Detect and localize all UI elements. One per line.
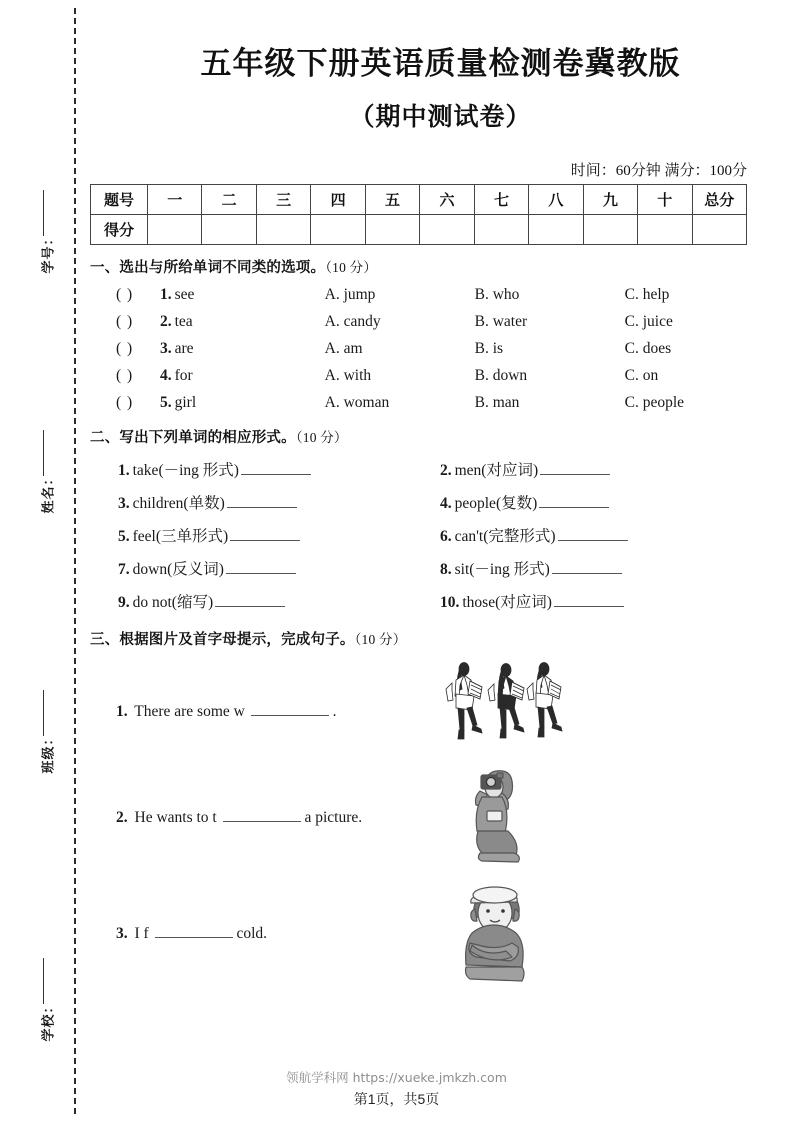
answer-blank[interactable]: [155, 925, 233, 938]
option-a[interactable]: A. woman: [324, 394, 390, 411]
option-b[interactable]: B. who: [474, 286, 520, 303]
question-text: those(对应词): [462, 594, 552, 611]
picture-sentence-2: [116, 809, 362, 827]
answer-blank[interactable]: [227, 495, 297, 508]
score-cell-6[interactable]: [420, 215, 474, 245]
list-item: [118, 524, 763, 546]
list-item: [116, 340, 793, 358]
question-number: 7.: [118, 561, 130, 578]
score-table-col-5: 五: [365, 185, 419, 215]
tear-off-dashed-line: [74, 8, 76, 1114]
section-3-points: （10 分）: [354, 632, 407, 647]
option-c[interactable]: C. help: [624, 286, 670, 303]
score-table-row-label-head: 题号: [91, 185, 148, 215]
question-text: can't(完整形式): [454, 528, 556, 545]
score-cell-4[interactable]: [311, 215, 365, 245]
question-text: sit(－ing 形式): [454, 561, 550, 578]
question-stem: for: [174, 367, 193, 384]
answer-blank[interactable]: [223, 809, 301, 822]
exam-meta-line: 时间：60分钟 满分：100分: [570, 163, 747, 179]
option-a[interactable]: A. candy: [324, 313, 381, 330]
question-number: 1.: [118, 462, 130, 479]
score-table-col-10: 十: [638, 185, 692, 215]
list-item: [116, 367, 793, 385]
answer-blank[interactable]: [539, 495, 609, 508]
question-number: 2.: [160, 313, 172, 330]
answer-blank[interactable]: [230, 528, 300, 541]
score-table-col-6: 六: [420, 185, 474, 215]
question-text: do not(缩写): [132, 594, 214, 611]
sentence-after-blank: .: [332, 703, 337, 720]
picture-taking-photo: [450, 767, 542, 876]
option-c[interactable]: C. people: [624, 394, 685, 411]
margin-label-school: 学校：: [40, 999, 56, 1042]
question-number: 3.: [160, 340, 172, 357]
section-1-title-text: 一、选出与所给单词不同类的选项。: [90, 260, 326, 276]
question-text: down(反义词): [132, 561, 224, 578]
list-item: [116, 394, 793, 412]
picture-sentence-3: [116, 925, 267, 943]
fill-blank-item-1: [118, 458, 440, 480]
question-stem: tea: [174, 313, 193, 330]
answer-blank[interactable]: [554, 594, 624, 607]
page-subtitle: （期中测试卷）: [349, 103, 532, 131]
question-text: take(－ing 形式): [132, 462, 239, 479]
question-number: 5.: [160, 394, 172, 411]
question-text: feel(三单形式): [132, 528, 229, 545]
list-item: [118, 557, 763, 579]
page-number: 第1页，共5页: [353, 1091, 440, 1107]
answer-blank[interactable]: [241, 462, 311, 475]
option-b[interactable]: B. water: [474, 313, 528, 330]
fill-blank-item-6: [440, 524, 762, 546]
score-cell-1[interactable]: [148, 215, 202, 245]
person-taking-photo-icon: [450, 767, 542, 871]
list-item: [118, 458, 763, 480]
score-cell-9[interactable]: [583, 215, 637, 245]
section-1-points: （10 分）: [325, 260, 378, 275]
option-b[interactable]: B. is: [474, 340, 504, 357]
question-stem: are: [174, 340, 194, 357]
list-item: [88, 881, 793, 985]
fill-blank-item-10: [440, 590, 762, 612]
option-a[interactable]: A. with: [324, 367, 372, 384]
question-number: 4.: [160, 367, 172, 384]
answer-bracket[interactable]: ( ): [116, 340, 134, 357]
score-table-col-3: 三: [256, 185, 310, 215]
answer-blank[interactable]: [226, 561, 296, 574]
question-number: 5.: [118, 528, 130, 545]
question-number: 2.: [116, 809, 128, 826]
question-stem: see: [174, 286, 195, 303]
score-table-col-7: 七: [474, 185, 528, 215]
site-watermark: 领航学科网 https://xueke.jmkzh.com: [286, 1070, 507, 1085]
score-table-col-8: 八: [529, 185, 583, 215]
score-table-col-9: 九: [583, 185, 637, 215]
question-number: 1.: [116, 703, 128, 720]
score-cell-3[interactable]: [256, 215, 310, 245]
question-number: 2.: [440, 462, 452, 479]
section-1-heading: [90, 256, 793, 277]
score-cell-total[interactable]: [692, 215, 746, 245]
option-c[interactable]: C. does: [624, 340, 672, 357]
fill-blank-item-2: [440, 458, 762, 480]
picture-sentence-1: [116, 703, 336, 721]
question-stem: girl: [174, 394, 197, 411]
question-number: 8.: [440, 561, 452, 578]
sentence-after-blank: a picture.: [304, 809, 363, 826]
question-number: 1.: [160, 286, 172, 303]
score-cell-7[interactable]: [474, 215, 528, 245]
table-row-scores: [91, 215, 747, 245]
fill-blank-item-4: [440, 491, 762, 513]
list-item: [88, 655, 793, 759]
answer-bracket[interactable]: ( ): [116, 286, 134, 303]
score-table-col-1: 一: [148, 185, 202, 215]
option-b[interactable]: B. down: [474, 367, 528, 384]
fill-blank-item-3: [118, 491, 440, 513]
section-2-title-text: 二、写出下列单词的相应形式。: [90, 430, 296, 446]
margin-label-class: 班级：: [40, 731, 56, 774]
question-number: 3.: [116, 925, 128, 942]
answer-bracket[interactable]: ( ): [116, 367, 134, 384]
table-row-header: [91, 185, 747, 215]
question-text: people(复数): [454, 495, 538, 512]
picture-three-women: [434, 659, 564, 764]
picture-feeling-cold: [450, 883, 542, 988]
three-women-walking-icon: [434, 659, 564, 759]
answer-blank[interactable]: [552, 561, 622, 574]
score-table-col-4: 四: [311, 185, 365, 215]
section-3-heading: [90, 628, 793, 649]
option-a[interactable]: A. am: [324, 340, 363, 357]
answer-blank[interactable]: [215, 594, 285, 607]
question-number: 9.: [118, 594, 130, 611]
score-cell-8[interactable]: [529, 215, 583, 245]
score-cell-10[interactable]: [638, 215, 692, 245]
score-table-row-label-score: 得分: [91, 215, 148, 245]
answer-blank[interactable]: [540, 462, 610, 475]
answer-blank[interactable]: [558, 528, 628, 541]
option-b[interactable]: B. man: [474, 394, 520, 411]
sentence-before-blank: He wants to t: [134, 809, 217, 826]
list-item: [118, 491, 763, 513]
question-text: children(单数): [132, 495, 225, 512]
fill-blank-item-5: [118, 524, 440, 546]
option-a[interactable]: A. jump: [324, 286, 376, 303]
score-cell-2[interactable]: [202, 215, 256, 245]
question-number: 10.: [440, 594, 460, 611]
fill-blank-item-9: [118, 590, 440, 612]
question-text: men(对应词): [454, 462, 539, 479]
sentence-before-blank: I f: [134, 925, 149, 942]
exam-sheet: [88, 0, 793, 1122]
list-item: [116, 313, 793, 331]
section-3-title-text: 三、根据图片及首字母提示，完成句子。: [90, 632, 355, 648]
option-c[interactable]: C. juice: [624, 313, 673, 330]
person-feeling-cold-icon: [450, 883, 542, 983]
question-number: 3.: [118, 495, 130, 512]
left-margin-rail: [0, 0, 88, 1122]
fill-blank-item-8: [440, 557, 762, 579]
score-table: [90, 184, 747, 245]
list-item: [116, 286, 793, 304]
question-number: 6.: [440, 528, 452, 545]
margin-label-student-id: 学号：: [40, 231, 56, 274]
section-2-heading: [90, 426, 793, 447]
section-2-grid: [118, 458, 763, 612]
question-number: 4.: [440, 495, 452, 512]
sentence-after-blank: cold.: [236, 925, 268, 942]
answer-bracket[interactable]: ( ): [116, 313, 134, 330]
list-item: [118, 590, 763, 612]
margin-label-name: 姓名：: [40, 471, 56, 514]
score-table-col-total: 总分: [692, 185, 746, 215]
score-table-col-2: 二: [202, 185, 256, 215]
answer-blank[interactable]: [251, 703, 329, 716]
score-cell-5[interactable]: [365, 215, 419, 245]
answer-bracket[interactable]: ( ): [116, 394, 134, 411]
list-item: [88, 765, 793, 875]
sentence-before-blank: There are some w: [134, 703, 245, 720]
option-c[interactable]: C. on: [624, 367, 659, 384]
page-title: 五年级下册英语质量检测卷冀教版: [200, 46, 681, 81]
section-2-points: （10 分）: [295, 430, 348, 445]
fill-blank-item-7: [118, 557, 440, 579]
